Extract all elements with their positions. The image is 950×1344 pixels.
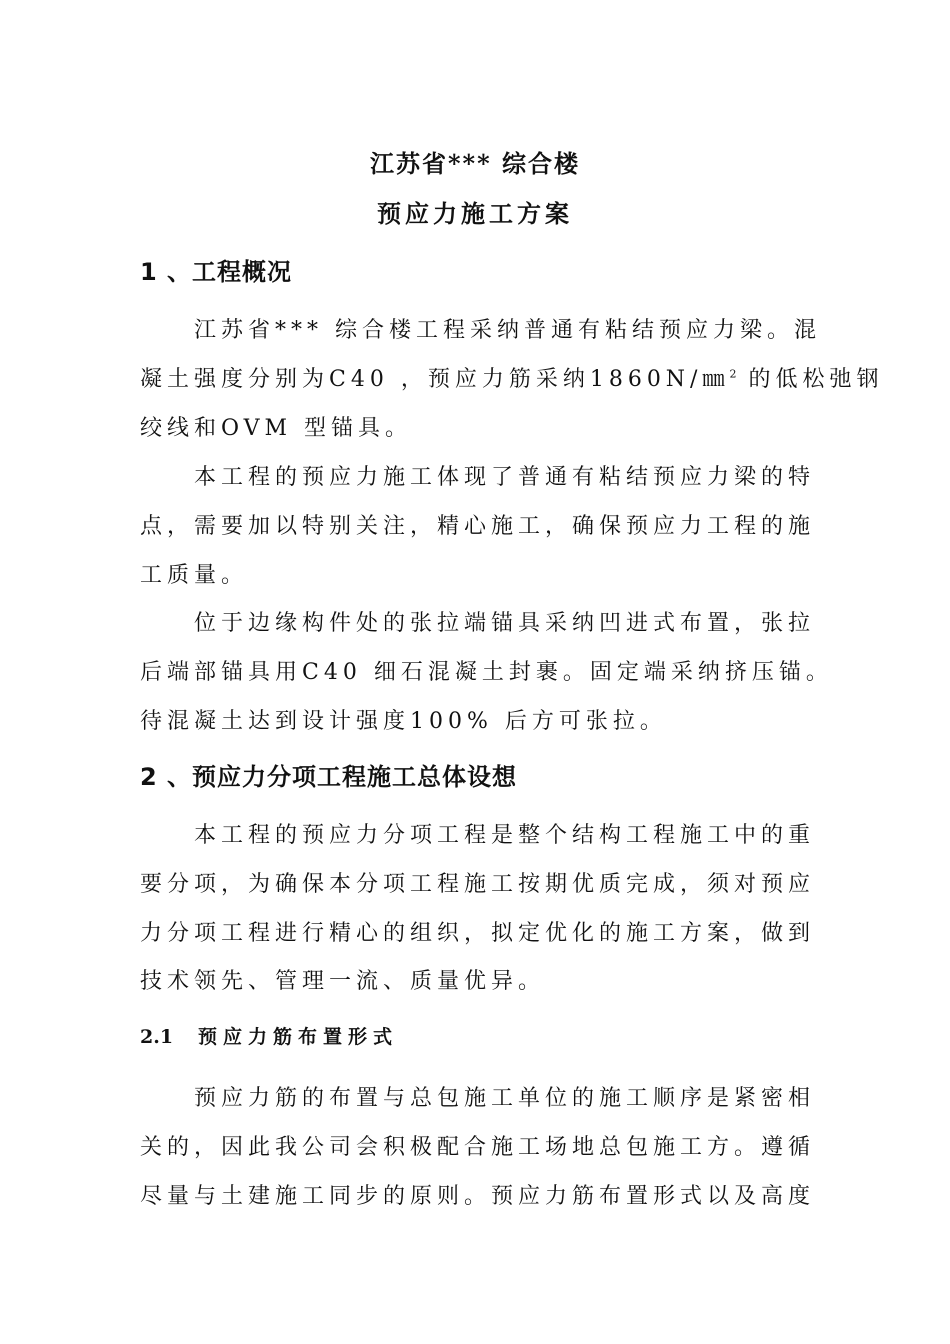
document-subtitle: 预应力施工方案	[377, 199, 573, 228]
paragraph-line: 绞线和OVM 型锚具。	[140, 416, 413, 441]
paragraph-line: 待混凝土达到设计强度100% 后方可张拉。	[140, 709, 667, 734]
paragraph-line: 后端部锚具用C40 细石混凝土封裹。固定端采纳挤压锚。	[140, 660, 833, 685]
paragraph-line: 本工程的预应力分项工程是整个结构工程施工中的重	[194, 823, 816, 848]
paragraph-line	[140, 362, 884, 393]
subsection-title: 预应力筋布置形式	[198, 1026, 399, 1048]
document-title: 江苏省*** 综合楼	[369, 149, 580, 178]
paragraph-line: 工质量。	[140, 563, 249, 588]
subsection-number: 2.1	[140, 1026, 174, 1048]
superscript: 2	[729, 367, 737, 381]
paragraph-line: 预应力筋的布置与总包施工单位的施工顺序是紧密相	[194, 1086, 816, 1111]
section-1-heading: 1 、工程概况	[140, 258, 293, 286]
paragraph-line: 技术领先、管理一流、质量优异。	[140, 969, 546, 994]
paragraph-line: 本工程的预应力施工体现了普通有粘结预应力梁的特	[194, 465, 816, 490]
section-2-heading: 2 、预应力分项工程施工总体设想	[140, 763, 518, 791]
paragraph-line: 力分项工程进行精心的组织，拟定优化的施工方案，做到	[140, 921, 816, 946]
paragraph-line-text: 凝土强度分别为C40 ，预应力筋采纳1860N/㎜	[140, 367, 730, 392]
paragraph-line: 尽量与土建施工同步的原则。预应力筋布置形式以及高度	[140, 1184, 816, 1209]
subsection-heading	[140, 1022, 398, 1049]
paragraph-line: 点，需要加以特别关注，精心施工，确保预应力工程的施	[140, 514, 816, 539]
paragraph-line-text: 的低松弛钢	[748, 367, 884, 392]
paragraph-line: 江苏省*** 综合楼工程采纳普通有粘结预应力梁。混	[194, 318, 821, 343]
paragraph-line: 位于边缘构件处的张拉端锚具采纳凹进式布置，张拉	[194, 611, 816, 636]
paragraph-line: 要分项，为确保本分项工程施工按期优质完成，须对预应	[140, 872, 816, 897]
paragraph-line: 关的，因此我公司会积极配合施工场地总包施工方。遵循	[140, 1135, 816, 1160]
